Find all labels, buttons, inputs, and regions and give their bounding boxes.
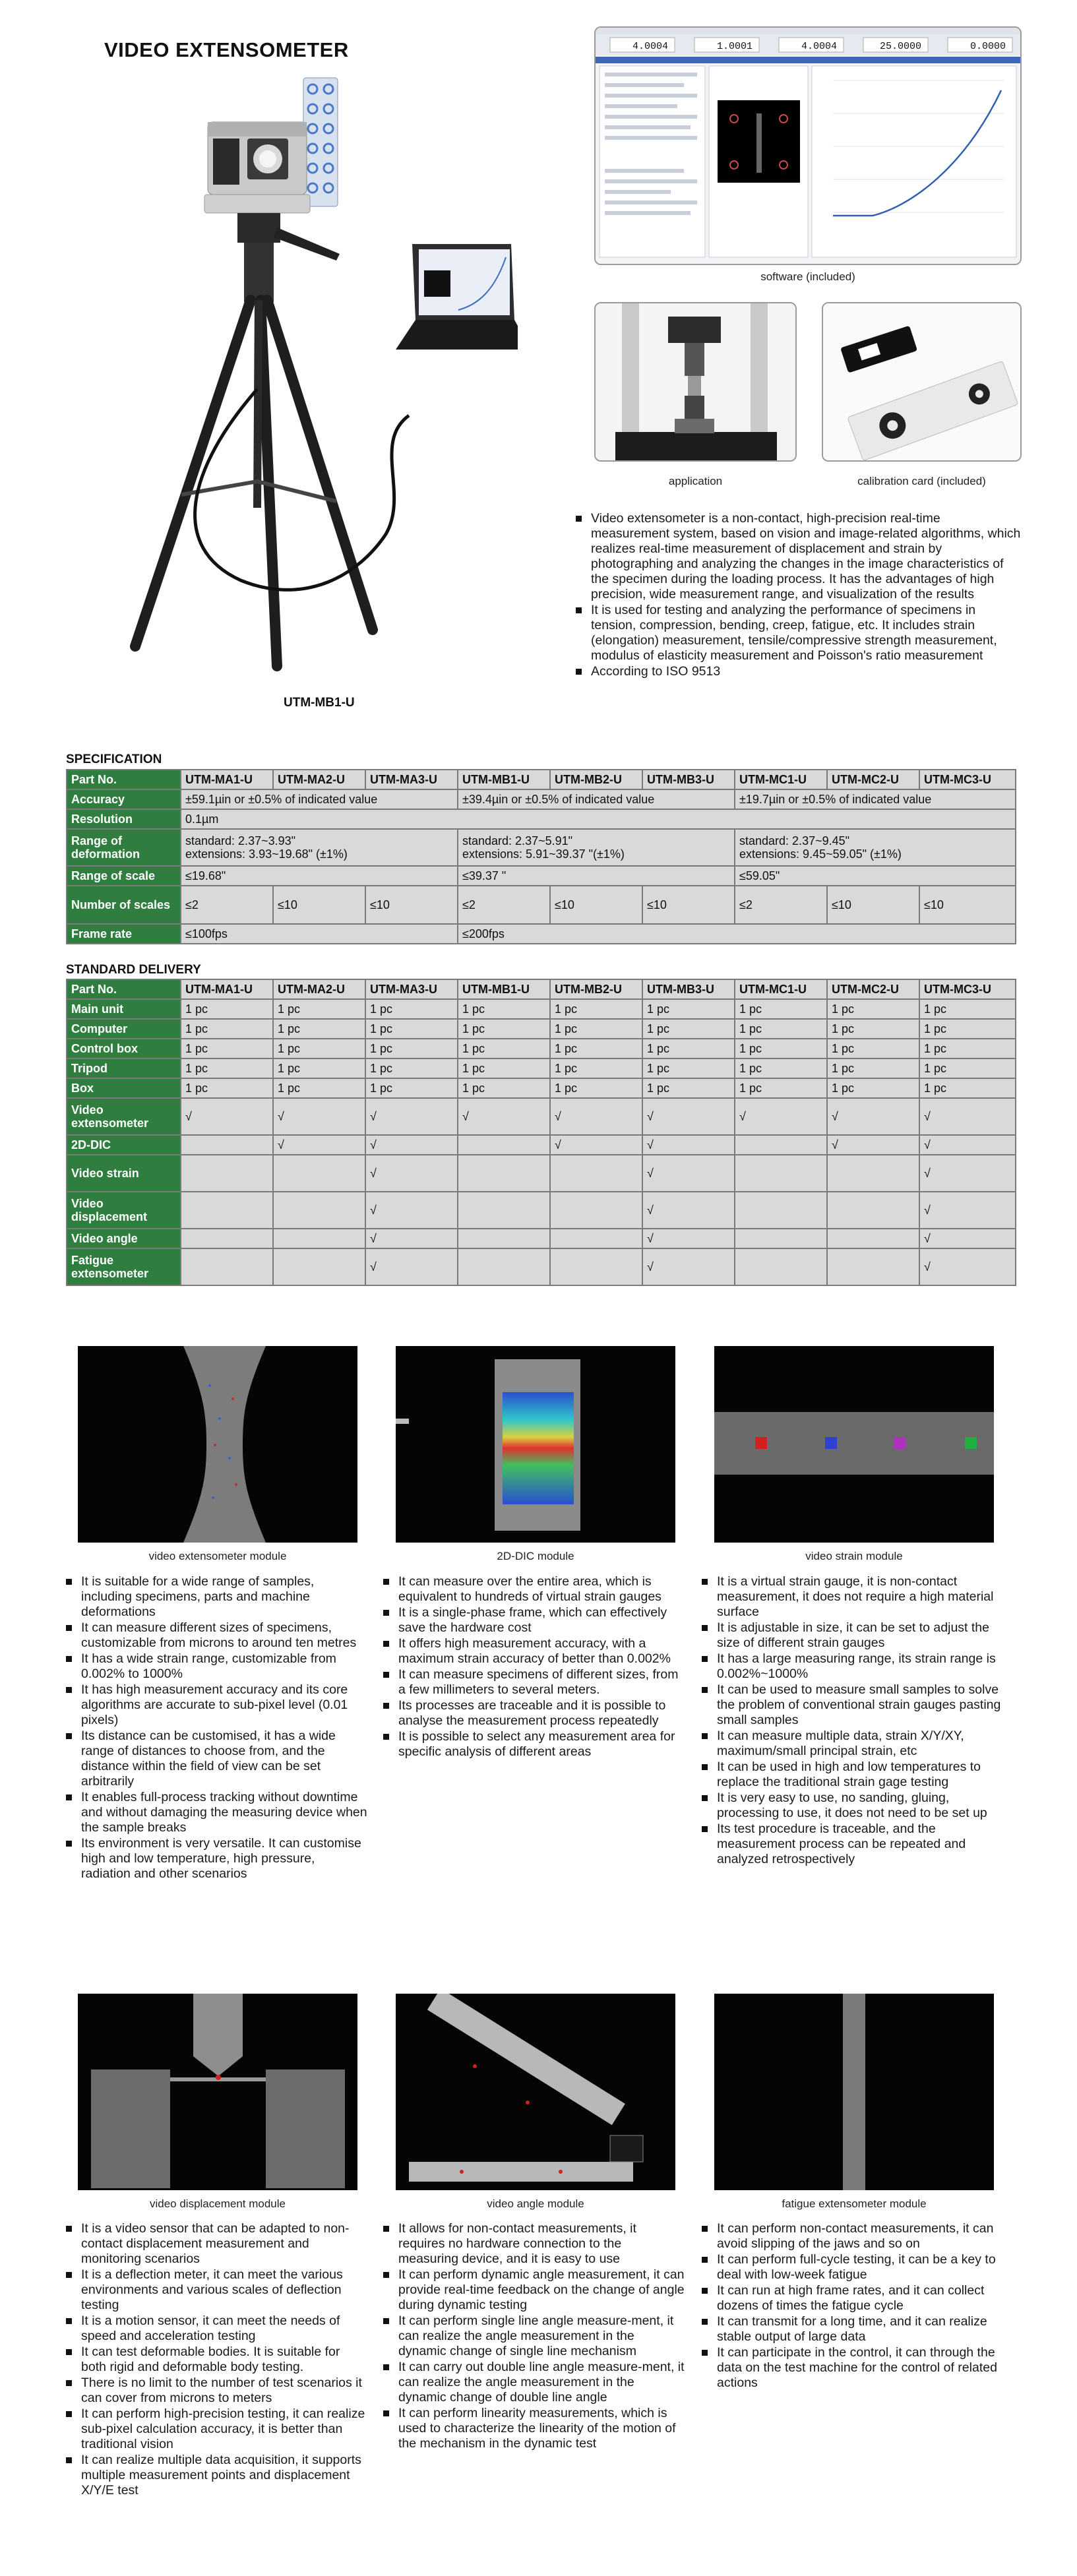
module-bullet: It can measure over the entire area, which is equivalent to hundreds of virtual strain gauges [381, 1574, 685, 1605]
delivery-cell [181, 1229, 273, 1248]
module-bullet: It can perform high-precision testing, it can realize sub-pixel calculation accuracy, it is better than traditional vision [64, 2407, 367, 2452]
delivery-model-cell: UTM-MB1-U [458, 979, 550, 999]
delivery-cell: √ [365, 1155, 458, 1192]
calibration-card-frame [822, 302, 1022, 462]
module-bullet: It is adjustable in size, it can be set to adjust the size of different strain gauges [700, 1620, 1010, 1651]
delivery-cell: 1 pc [735, 1058, 827, 1078]
product-model: UTM-MB1-U [284, 696, 355, 710]
delivery-row [67, 1039, 1016, 1058]
deformation-extensions: extensions: 9.45~59.05" (±1%) [739, 847, 902, 861]
spec-scale-cell: ≤59.05" [735, 866, 1016, 886]
module-caption: video displacement module [149, 2197, 286, 2210]
delivery-cell: √ [919, 1155, 1016, 1192]
delivery-cell [181, 1192, 273, 1229]
delivery-cell: 1 pc [458, 1058, 550, 1078]
delivery-cell: 1 pc [458, 1019, 550, 1039]
delivery-cell: 1 pc [827, 1039, 919, 1058]
module-bullet: It is possible to select any measurement area for specific analysis of different areas [381, 1729, 685, 1760]
module-caption: video angle module [487, 2197, 584, 2210]
module-bullet: It can perform linearity measurements, which is used to characterize the linearity of the motion of the mechanism in the dynamic test [381, 2406, 685, 2451]
specification-heading: SPECIFICATION [66, 752, 162, 766]
delivery-cell: 1 pc [735, 1039, 827, 1058]
delivery-row-label: Tripod [67, 1058, 181, 1078]
fatigue-extensometer-module-image [714, 1994, 994, 2190]
delivery-cell: 1 pc [273, 999, 365, 1019]
delivery-cell: 1 pc [735, 1019, 827, 1039]
module-bullet: It can be used in high and low temperatures to replace the traditional strain gage testing [700, 1760, 1010, 1790]
deformation-standard: standard: 2.37~9.45" [739, 834, 850, 847]
delivery-cell: √ [642, 1192, 735, 1229]
spec-scales-cell: ≤10 [550, 886, 642, 924]
delivery-cell: √ [827, 1098, 919, 1135]
module-bullet: It can realize multiple data acquisition, it supports multiple measurement points and displacement X/Y/E test [64, 2453, 367, 2498]
module-bullet-list [700, 1574, 1010, 1868]
delivery-cell: 1 pc [642, 1039, 735, 1058]
spec-scales-cell: ≤10 [827, 886, 919, 924]
delivery-row-label: Main unit [67, 999, 181, 1019]
calibration-card-photo [823, 303, 1020, 460]
delivery-cell: √ [642, 1248, 735, 1285]
video-strain-module-image [714, 1346, 994, 1543]
delivery-cell: 1 pc [550, 1058, 642, 1078]
delivery-cell [181, 1135, 273, 1155]
spec-scales-cell: ≤10 [365, 886, 458, 924]
delivery-cell [827, 1229, 919, 1248]
spec-accuracy-cell: ±59.1µin or ±0.5% of indicated value [181, 789, 458, 809]
spec-accuracy-cell: ±39.4µin or ±0.5% of indicated value [458, 789, 735, 809]
module-bullet: It is a motion sensor, it can meet the needs of speed and acceleration testing [64, 2314, 367, 2344]
module-bullet: There is no limit to the number of test scenarios it can cover from microns to meters [64, 2376, 367, 2406]
intro-bullet: Video extensometer is a non-contact, high-precision real-time measurement system, based on vision and image-related algorithms, which realizes real-time measurement of displacement and strain by photographing and analyzing the changes in the image characteristics of the specimen during the loading process. It has the advantages of high precision, wide measurement range, and visualization of the results [574, 511, 1022, 602]
module-bullet: It can transmit for a long time, and it can realize stable output of large data [700, 2314, 1010, 2345]
spec-frame-cell: ≤200fps [458, 924, 1016, 944]
readout-3: 4.0004 [801, 41, 837, 52]
delivery-cell [550, 1155, 642, 1192]
delivery-cell: √ [642, 1135, 735, 1155]
delivery-cell [273, 1229, 365, 1248]
spec-scales-cell: ≤2 [458, 886, 550, 924]
delivery-cell: 1 pc [827, 1019, 919, 1039]
delivery-cell: √ [642, 1155, 735, 1192]
readout-4: 25.0000 [879, 41, 921, 52]
delivery-cell: 1 pc [642, 1019, 735, 1039]
module-bullet: It enables full-process tracking without downtime and without damaging the measuring device when the sample breaks [64, 1790, 367, 1835]
spec-frame-cell: ≤100fps [181, 924, 458, 944]
spec-model-cell: UTM-MC1-U [735, 770, 827, 789]
deformation-extensions: extensions: 5.91~39.37 "(±1%) [462, 847, 625, 861]
spec-resolution-label: Resolution [67, 809, 181, 829]
delivery-cell: 1 pc [181, 1019, 273, 1039]
video-displacement-module-image [78, 1994, 357, 2190]
spec-scales-cell: ≤10 [273, 886, 365, 924]
video-extensometer-module-image [78, 1346, 357, 1543]
module-bullet: It can run at high frame rates, and it can collect dozens of times the fatigue cycle [700, 2283, 1010, 2314]
spec-deformation-cell [735, 829, 1016, 866]
spec-deformation-cell [458, 829, 735, 866]
delivery-cell: √ [919, 1135, 1016, 1155]
delivery-cell: 1 pc [919, 1019, 1016, 1039]
module-bullet-list [381, 1574, 685, 1760]
delivery-cell [550, 1248, 642, 1285]
delivery-row-label: Control box [67, 1039, 181, 1058]
delivery-cell: 1 pc [642, 1058, 735, 1078]
spec-deformation-label: Range of deformation [67, 829, 181, 866]
delivery-cell: 1 pc [642, 1078, 735, 1098]
delivery-model-cell: UTM-MA2-U [273, 979, 365, 999]
readout-5: 0.0000 [969, 41, 1006, 52]
delivery-cell [827, 1248, 919, 1285]
spec-model-cell: UTM-MB3-U [642, 770, 735, 789]
module-caption: video extensometer module [148, 1550, 287, 1562]
delivery-cell: 1 pc [827, 1078, 919, 1098]
delivery-cell [735, 1229, 827, 1248]
delivery-model-cell: UTM-MC3-U [919, 979, 1016, 999]
delivery-cell: 1 pc [273, 1019, 365, 1039]
delivery-cell: √ [273, 1135, 365, 1155]
delivery-cell: 1 pc [181, 1039, 273, 1058]
delivery-cell [458, 1155, 550, 1192]
delivery-cell: √ [919, 1248, 1016, 1285]
delivery-row [67, 1135, 1016, 1155]
delivery-row [67, 1248, 1016, 1285]
delivery-row-label: Video strain [67, 1155, 181, 1192]
readout-1: 4.0004 [632, 41, 668, 52]
module-bullet: Its distance can be customised, it has a wide range of distances to choose from, and the distance within the field of view can be set arbitrarily [64, 1729, 367, 1789]
delivery-row [67, 1098, 1016, 1135]
spec-model-cell: UTM-MA3-U [365, 770, 458, 789]
delivery-cell: 1 pc [273, 1058, 365, 1078]
spec-model-cell: UTM-MC3-U [919, 770, 1016, 789]
delivery-row-label: Video angle [67, 1229, 181, 1248]
delivery-cell: √ [365, 1248, 458, 1285]
delivery-cell: 1 pc [550, 1019, 642, 1039]
module-bullet-list [64, 2221, 367, 2499]
delivery-row-label: Video extensometer [67, 1098, 181, 1135]
delivery-cell: √ [550, 1098, 642, 1135]
delivery-cell [827, 1192, 919, 1229]
page-title: VIDEO EXTENSOMETER [104, 38, 349, 61]
module-caption: video strain module [805, 1550, 903, 1562]
module-bullet: It is a video sensor that can be adapted to non-contact displacement measurement and monitoring scenarios [64, 2221, 367, 2267]
delivery-cell [735, 1155, 827, 1192]
module-bullet: It can measure specimens of different sizes, from a few millimeters to several meters. [381, 1667, 685, 1698]
delivery-row [67, 1019, 1016, 1039]
delivery-cell: √ [458, 1098, 550, 1135]
module-bullet: It offers high measurement accuracy, with a maximum strain accuracy of better than 0.002% [381, 1636, 685, 1667]
delivery-cell [735, 1135, 827, 1155]
delivery-cell [550, 1229, 642, 1248]
module-bullet-list [700, 2221, 1010, 2391]
delivery-cell: √ [919, 1192, 1016, 1229]
application-caption: application [668, 475, 723, 487]
delivery-cell [550, 1192, 642, 1229]
software-screenshot-frame [594, 26, 1022, 265]
spec-scale-cell: ≤39.37 " [458, 866, 735, 886]
spec-accuracy-cell: ±19.7µin or ±0.5% of indicated value [735, 789, 1016, 809]
delivery-row [67, 999, 1016, 1019]
intro-bullet-list [574, 511, 1022, 680]
delivery-cell: 1 pc [735, 1078, 827, 1098]
spec-scales-cell: ≤2 [181, 886, 273, 924]
module-caption: fatigue extensometer module [782, 2197, 927, 2210]
module-bullet-list [64, 1574, 367, 1882]
spec-resolution-cell: 0.1µm [181, 809, 1016, 829]
spec-scales-cell: ≤10 [919, 886, 1016, 924]
delivery-cell: 1 pc [181, 1058, 273, 1078]
module-bullet: It has a wide strain range, customizable from 0.002% to 1000% [64, 1651, 367, 1682]
spec-scales-cell: ≤10 [642, 886, 735, 924]
spec-model-cell: UTM-MB2-U [550, 770, 642, 789]
module-bullet: It can perform non-contact measurements, it can avoid slipping of the jaws and so on [700, 2221, 1010, 2252]
delivery-cell [458, 1192, 550, 1229]
delivery-row [67, 1229, 1016, 1248]
delivery-cell: 1 pc [735, 999, 827, 1019]
application-photo [596, 303, 795, 460]
delivery-cell: √ [365, 1229, 458, 1248]
delivery-cell: √ [365, 1135, 458, 1155]
intro-bullet: It is used for testing and analyzing the performance of specimens in tension, compression, bending, creep, fatigue, etc. It includes strain (elongation) measurement, tensile/compressive strength measurement, modulus of elasticity measurement and Poisson's ratio measurement [574, 603, 1022, 663]
module-caption: 2D-DIC module [497, 1550, 574, 1562]
delivery-cell: 1 pc [550, 1078, 642, 1098]
delivery-cell: 1 pc [458, 999, 550, 1019]
delivery-rows [67, 999, 1016, 1285]
delivery-table [66, 979, 1016, 1286]
module-bullet: It has a large measuring range, its strain range is 0.002%~1000% [700, 1651, 1010, 1682]
delivery-row-label: Box [67, 1078, 181, 1098]
delivery-cell: 1 pc [919, 999, 1016, 1019]
module-bullet: It can participate in the control, it can through the data on the test machine for the control of related actions [700, 2345, 1010, 2391]
deformation-standard: standard: 2.37~5.91" [462, 834, 573, 847]
delivery-model-cell: UTM-MC2-U [827, 979, 919, 999]
delivery-row [67, 1192, 1016, 1229]
module-bullet: Its processes are traceable and it is possible to analyse the measurement process repeatedly [381, 1698, 685, 1729]
delivery-row [67, 1078, 1016, 1098]
deformation-extensions: extensions: 3.93~19.68" (±1%) [185, 847, 348, 861]
delivery-cell: √ [365, 1098, 458, 1135]
module-bullet: It is a single-phase frame, which can effectively save the hardware cost [381, 1605, 685, 1636]
spec-scales-label: Number of scales [67, 886, 181, 924]
software-caption: software (included) [760, 270, 855, 283]
spec-scale-label: Range of scale [67, 866, 181, 886]
module-bullet: It can perform dynamic angle measurement, it can provide real-time feedback on the change of angle during dynamic testing [381, 2267, 685, 2313]
delivery-model-cell: UTM-MA1-U [181, 979, 273, 999]
delivery-cell: 1 pc [365, 1019, 458, 1039]
spec-model-cell: UTM-MB1-U [458, 770, 550, 789]
delivery-heading: STANDARD DELIVERY [66, 963, 201, 977]
delivery-row-label: Fatigue extensometer [67, 1248, 181, 1285]
module-bullet-list [381, 2221, 685, 2452]
deformation-standard: standard: 2.37~3.93" [185, 834, 296, 847]
delivery-model-cell: UTM-MA3-U [365, 979, 458, 999]
spec-scales-cell: ≤2 [735, 886, 827, 924]
video-extensometer-product-image [109, 73, 518, 679]
module-bullet: It has high measurement accuracy and its core algorithms are accurate to sub-pixel level (0.01 pixels) [64, 1682, 367, 1728]
video-angle-module-image [396, 1994, 675, 2190]
delivery-cell [458, 1229, 550, 1248]
delivery-cell: √ [735, 1098, 827, 1135]
delivery-cell: 1 pc [181, 999, 273, 1019]
2d-dic-module-image [396, 1346, 675, 1543]
delivery-row-label: 2D-DIC [67, 1135, 181, 1155]
module-bullet: It is a virtual strain gauge, it is non-contact measurement, it does not require a high material surface [700, 1574, 1010, 1620]
delivery-cell: 1 pc [365, 1039, 458, 1058]
module-bullet: It allows for non-contact measurements, it requires no hardware connection to the measuring device, and it is easy to use [381, 2221, 685, 2267]
delivery-cell [458, 1135, 550, 1155]
module-bullet: It is a deflection meter, it can meet the various environments and various scales of deflection testing [64, 2267, 367, 2313]
module-bullet: It is very easy to use, no sanding, gluing, processing to use, it does not need to be set up [700, 1791, 1010, 1821]
delivery-cell [181, 1155, 273, 1192]
delivery-cell: 1 pc [365, 999, 458, 1019]
delivery-cell: 1 pc [273, 1078, 365, 1098]
module-bullet: It can measure multiple data, strain X/Y/XY, maximum/small principal strain, etc [700, 1729, 1010, 1759]
calibration-caption: calibration card (included) [857, 475, 986, 487]
delivery-cell: 1 pc [458, 1078, 550, 1098]
delivery-row-label: Video displacement [67, 1192, 181, 1229]
delivery-cell: 1 pc [181, 1078, 273, 1098]
delivery-cell: 1 pc [642, 999, 735, 1019]
delivery-model-cell: UTM-MB3-U [642, 979, 735, 999]
spec-frame-label: Frame rate [67, 924, 181, 944]
delivery-cell: √ [550, 1135, 642, 1155]
delivery-cell [735, 1248, 827, 1285]
delivery-cell [273, 1248, 365, 1285]
delivery-cell: √ [273, 1098, 365, 1135]
intro-bullet: According to ISO 9513 [574, 664, 1022, 679]
spec-model-cell: UTM-MA1-U [181, 770, 273, 789]
delivery-cell: 1 pc [827, 1058, 919, 1078]
delivery-cell: √ [642, 1229, 735, 1248]
delivery-cell [827, 1155, 919, 1192]
delivery-cell: √ [827, 1135, 919, 1155]
module-bullet: It can measure different sizes of specimens, customizable from microns to around ten metres [64, 1620, 367, 1651]
delivery-cell: 1 pc [919, 1039, 1016, 1058]
delivery-cell [273, 1155, 365, 1192]
spec-model-cell: UTM-MA2-U [273, 770, 365, 789]
spec-deformation-cell [181, 829, 458, 866]
delivery-cell: √ [181, 1098, 273, 1135]
readout-2: 1.0001 [716, 41, 753, 52]
delivery-cell: √ [642, 1098, 735, 1135]
module-bullet: Its test procedure is traceable, and the measurement process can be repeated and analyzed retrospectively [700, 1822, 1010, 1867]
specification-table [66, 769, 1016, 944]
delivery-cell: 1 pc [365, 1058, 458, 1078]
module-bullet: It can test deformable bodies. It is suitable for both rigid and deformable body testing. [64, 2345, 367, 2375]
delivery-cell: 1 pc [365, 1078, 458, 1098]
delivery-cell: √ [919, 1098, 1016, 1135]
delivery-cell: 1 pc [827, 999, 919, 1019]
delivery-row [67, 1155, 1016, 1192]
spec-accuracy-label: Accuracy [67, 789, 181, 809]
delivery-cell: 1 pc [919, 1078, 1016, 1098]
delivery-cell: 1 pc [550, 1039, 642, 1058]
module-bullet: It can perform single line angle measure-ment, it can realize the angle measurement in the dynamic change of single line mechanism [381, 2314, 685, 2359]
delivery-model-cell: UTM-MB2-U [550, 979, 642, 999]
delivery-cell: √ [919, 1229, 1016, 1248]
module-bullet: It can be used to measure small samples to solve the problem of conventional strain gauges pasting small samples [700, 1682, 1010, 1728]
delivery-cell [273, 1192, 365, 1229]
delivery-cell [458, 1248, 550, 1285]
delivery-cell [181, 1248, 273, 1285]
module-bullet: Its environment is very versatile. It can customise high and low temperature, high pressure, radiation and other scenarios [64, 1836, 367, 1882]
delivery-cell: 1 pc [919, 1058, 1016, 1078]
delivery-part-label: Part No. [67, 979, 181, 999]
module-bullet: It is suitable for a wide range of samples, including specimens, parts and machine deformations [64, 1574, 367, 1620]
delivery-cell [735, 1192, 827, 1229]
spec-model-cell: UTM-MC2-U [827, 770, 919, 789]
delivery-row [67, 1058, 1016, 1078]
application-photo-frame [594, 302, 797, 462]
spec-part-label: Part No. [67, 770, 181, 789]
software-screenshot [596, 28, 1020, 264]
delivery-row-label: Computer [67, 1019, 181, 1039]
module-bullet: It can perform full-cycle testing, it can be a key to deal with low-week fatigue [700, 2252, 1010, 2283]
spec-scale-cell: ≤19.68" [181, 866, 458, 886]
delivery-cell: 1 pc [458, 1039, 550, 1058]
delivery-model-cell: UTM-MC1-U [735, 979, 827, 999]
delivery-cell: 1 pc [273, 1039, 365, 1058]
delivery-cell: 1 pc [550, 999, 642, 1019]
delivery-cell: √ [365, 1192, 458, 1229]
module-bullet: It can carry out double line angle measure-ment, it can realize the angle measurement in the dynamic change of double line angle [381, 2360, 685, 2405]
